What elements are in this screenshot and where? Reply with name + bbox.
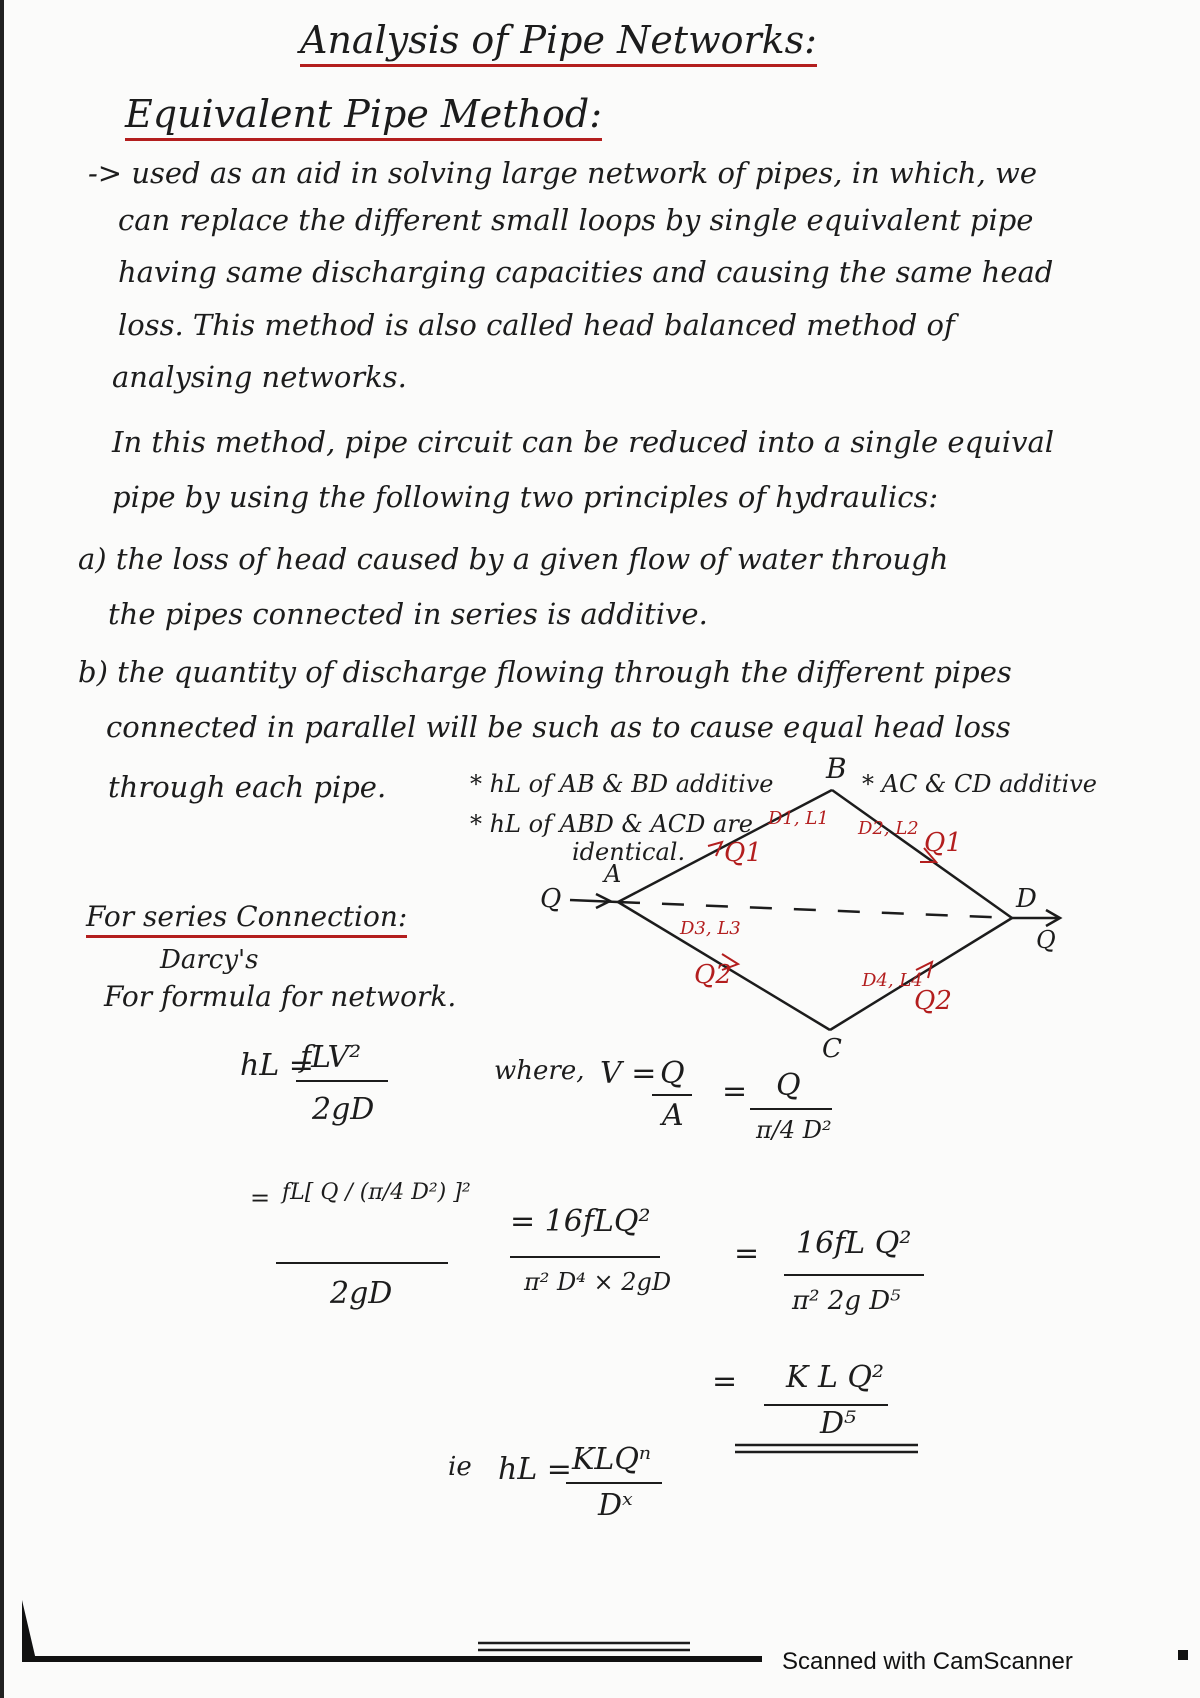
v-denominator: A (662, 1098, 684, 1133)
step2-fraction-bar (784, 1274, 924, 1276)
step-fraction-bar (510, 1256, 660, 1258)
hl-lhs: hL = (240, 1048, 314, 1083)
pipe-bd (832, 790, 1012, 918)
sub-denominator: 2gD (330, 1276, 393, 1311)
scan-mark (1178, 1650, 1188, 1660)
node-d-label: D (1016, 884, 1037, 914)
pipe-ab-label: D1, L1 (768, 808, 829, 829)
step3-numerator: K L Q² (786, 1360, 885, 1395)
sub-numerator: fL[ Q / (π/4 D²) ]² (282, 1180, 471, 1205)
section-heading: Equivalent Pipe Method: (125, 92, 602, 141)
principle-a-line-1: a) the loss of head caused by a given flow of water through (78, 542, 949, 576)
step3-denominator: D⁵ (820, 1406, 857, 1441)
step-denominator: π² D⁴ × 2gD (524, 1268, 672, 1296)
para2-line-1: In this method, pipe circuit can be reduced into a single equival (112, 425, 1055, 459)
equivalent-pipe-dashed (618, 902, 1012, 918)
v2-numerator: Q (776, 1068, 801, 1103)
flow-out-label: Q (1036, 926, 1056, 954)
v-equals: = (722, 1074, 748, 1109)
intro-line-5: analysing networks. (112, 360, 407, 394)
para2-line-2: pipe by using the following two principles of hydraulics: (112, 480, 939, 514)
sub-fraction-bar (276, 1262, 448, 1264)
step2-numerator: 16fL Q² (796, 1226, 912, 1261)
v2-denominator: π/4 D² (756, 1116, 832, 1144)
series-heading: For series Connection: (86, 900, 407, 938)
final-denominator: Dˣ (598, 1488, 633, 1523)
node-a-label: A (604, 860, 622, 888)
note-identical: identical. (572, 838, 686, 866)
step-numerator: = 16fLQ² (510, 1204, 651, 1239)
hl-denominator: 2gD (312, 1092, 375, 1127)
intro-line-2: can replace the different small loops by single equivalent pipe (118, 203, 1034, 237)
v-fraction-bar (652, 1094, 692, 1096)
step3-equals: = (712, 1364, 738, 1399)
where-label: where, (494, 1056, 585, 1086)
scan-corner-artifact (22, 1600, 36, 1660)
intro-line-1: -> used as an aid in solving large network of pipes, in which, we (88, 156, 1038, 190)
intro-line-4: loss. This method is also called head balanced method of (118, 308, 955, 342)
step2-denominator: π² 2g D⁵ (792, 1286, 901, 1316)
pipe-cd-flow: Q2 (914, 986, 952, 1016)
final-lhs: hL = (498, 1452, 572, 1487)
principle-b-line-2: connected in parallel will be such as to cause equal head loss (106, 710, 1011, 744)
principle-b-line-1: b) the quantity of discharge flowing through the different pipes (78, 655, 1012, 689)
note-ac-cd: * AC & CD additive (862, 770, 1097, 798)
pipe-bd-flow: Q1 (924, 828, 962, 858)
note-ab-bd: * hL of AB & BD additive (470, 770, 774, 798)
v-numerator: Q (660, 1056, 685, 1091)
pipe-cd-label: D4, L4 (862, 970, 923, 991)
step2-equals: = (734, 1236, 760, 1271)
principle-a-line-2: the pipes connected in series is additive. (108, 597, 708, 631)
v2-fraction-bar (750, 1108, 832, 1110)
pipe-bd-label: D2, L2 (858, 818, 919, 839)
final-fraction-bar (566, 1482, 662, 1484)
hl-fraction-bar (296, 1080, 388, 1082)
pipe-ac-label: D3, L3 (680, 918, 741, 939)
flow-in-label: Q (540, 884, 562, 914)
v-lhs: V = (600, 1056, 657, 1091)
page-title: Analysis of Pipe Networks: (300, 18, 817, 67)
final-numerator: KLQⁿ (572, 1442, 652, 1477)
pipe-ac-flow: Q2 (694, 960, 732, 990)
darcy-line: For formula for network. (104, 980, 457, 1013)
principle-b-line-3: through each pipe. (108, 770, 387, 804)
pipe-ab-flow: Q1 (724, 838, 762, 868)
hl-numerator: fLV² (300, 1040, 362, 1075)
scan-bottom-edge (22, 1656, 762, 1662)
camscanner-watermark: Scanned with CamScanner (782, 1648, 1073, 1675)
sub-equals: = (250, 1184, 271, 1212)
final-prefix: ie (448, 1452, 472, 1482)
darcy-label: Darcy's (160, 945, 259, 975)
note-abd-acd: * hL of ABD & ACD are (470, 810, 753, 838)
intro-line-3: having same discharging capacities and causing the same head (118, 255, 1054, 289)
node-b-label: B (826, 752, 847, 785)
node-c-label: C (822, 1034, 842, 1064)
